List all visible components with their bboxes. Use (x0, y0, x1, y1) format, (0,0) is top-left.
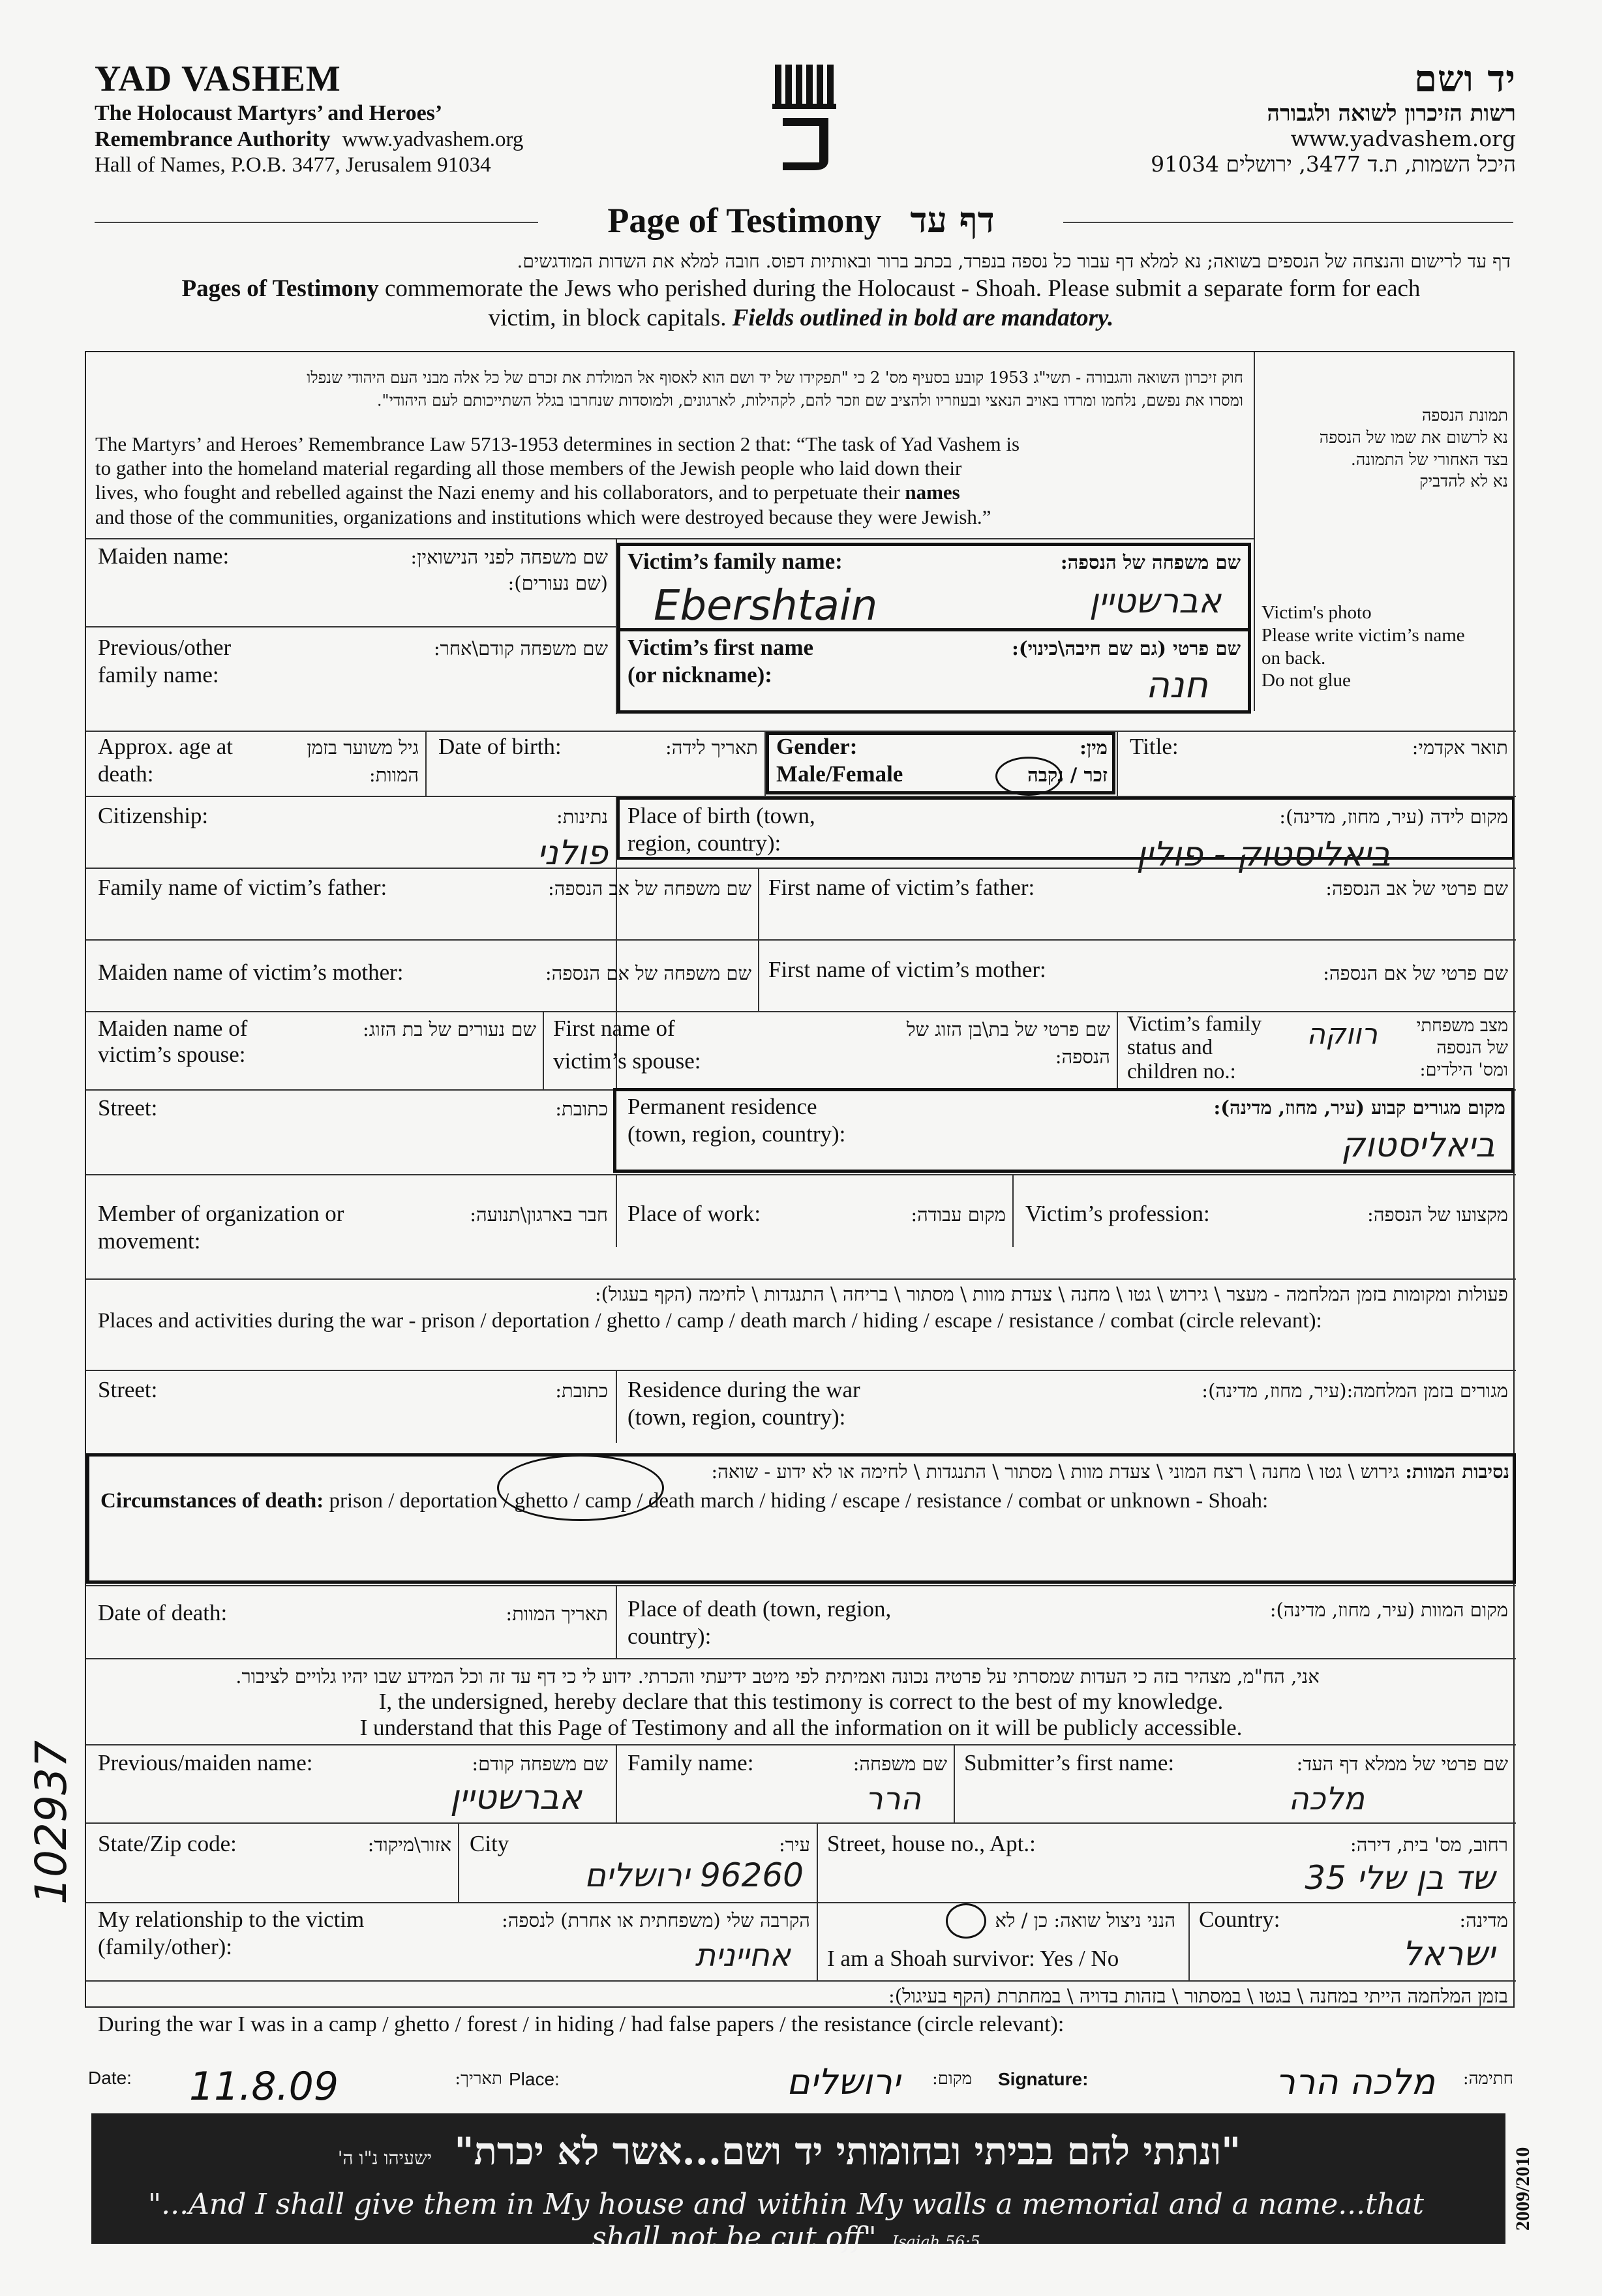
col-divider (616, 1174, 617, 1247)
citizenship-label-he: נתינות: (556, 806, 608, 828)
work-label: Place of work: (627, 1201, 761, 1226)
footer-quote-he-row (117, 2129, 1461, 2173)
survivor-selection-circle (946, 1903, 986, 1939)
country-label: Country: (1199, 1907, 1280, 1932)
website-he[interactable]: www.yadvashem.org (1290, 126, 1516, 152)
maiden-name-label: Maiden name: (98, 543, 230, 569)
perm-res-label-1: Permanent residence (627, 1094, 817, 1119)
org-line2: Remembrance Authority (95, 127, 331, 152)
mother-first-label-he: שם פרטי של אם הנספה: (1323, 962, 1508, 984)
col-divider (1188, 1902, 1190, 1980)
row-divider (86, 868, 1516, 869)
spouse-first-label-2: victim’s spouse: (553, 1048, 701, 1074)
perm-res-label-2: (town, region, country): (627, 1121, 846, 1147)
footer-quote-band (91, 2113, 1505, 2254)
circ-en-bold: Circumstances of death: (100, 1489, 324, 1513)
row-divider (86, 1174, 1516, 1175)
date-label-he: תאריך: (455, 2069, 502, 2089)
family-name-value[interactable]: Ebershtain (654, 582, 878, 630)
col-divider (1012, 1174, 1014, 1247)
law-text-en (95, 432, 1250, 529)
circ-en-text: prison / deportation / ghetto / camp / death march / hiding / escape / resistance / combat or unknown - Shoah: (324, 1489, 1269, 1513)
age-label-1: Approx. age at (98, 734, 234, 759)
war-res-label-he: מגורים בזמן המלחמה:(עיר, מחוז, מדינה): (1202, 1380, 1508, 1402)
row-divider (86, 1902, 1516, 1903)
family-name-value-he[interactable]: אברשטיין (1089, 582, 1221, 621)
war-res-label-2: (town, region, country): (627, 1404, 846, 1430)
father-family-label: Family name of victim’s father: (98, 875, 387, 900)
footer-source-he: ישעיהו נ"ו ה' (337, 2147, 432, 2169)
law-en-line-1: The Martyrs’ and Heroes’ Remembrance Law 5713-1953 determines in section 2 that: “The task of Yad Vashem is (95, 432, 1020, 455)
spouse-first-label-he-1: שם פרטי של בת\בן הזוג של (906, 1018, 1110, 1040)
footer-source-en: Isaiah 56:5 (892, 2233, 980, 2251)
spouse-maiden-label-1: Maiden name of (98, 1016, 248, 1041)
member-label-2: movement: (98, 1228, 201, 1254)
header-right (1046, 57, 1516, 177)
pob-label-1: Place of birth (town, (627, 803, 815, 828)
org-name-he: יד ושם (1413, 57, 1516, 100)
father-first-label-he: שם פרטי של אב הנספה: (1325, 877, 1508, 899)
place-value[interactable]: ירושלים (786, 2061, 900, 2102)
war-street-label: Street: (98, 1377, 158, 1402)
law-en-line-3-text: lives, who fought and rebelled against the Nazi enemy and his collaborators, and to perpetuate their (95, 481, 900, 504)
circ-he-bold: נסיבות המוות: (1405, 1460, 1509, 1483)
place-label-he: מקום: (932, 2069, 972, 2089)
col-divider (458, 1822, 459, 1902)
col-divider (616, 1585, 617, 1658)
first-name-label-he: שם פרטי (גם שם חיבה\כינוי): (1012, 637, 1241, 659)
father-family-label-he: שם משפחה של אב הנספה: (548, 877, 751, 899)
declaration-he: אני, הח"מ, מצהיר בזה כי העדות שמסרתי על פרטיה נכונה ואמיתית לפי מיטב ידיעתי והכרתי. ידוע לי כי דף עד זה וכל המידע שבו יהיו גלויים לציבור. (235, 1665, 1320, 1687)
photo-en-4: Do not glue (1262, 670, 1351, 691)
submitter-family-label: Family name: (627, 1750, 754, 1775)
submitter-prev-name-value[interactable]: אברשטיין (449, 1778, 582, 1817)
law-en-names: names (905, 481, 960, 504)
circumstances-he (94, 1460, 1509, 1483)
row-divider (86, 1980, 1516, 1982)
perm-res-value[interactable]: ביאליסטוק (1340, 1126, 1495, 1165)
submitter-street-label: Street, house no., Apt.: (827, 1831, 1036, 1856)
footer-quote-he: "ונתתי להם בביתי ובחומותי יד ושם...אשר לא יכרת" (454, 2129, 1241, 2173)
war-street-label-he: כתובת: (555, 1380, 608, 1402)
footer-quote-en: "...And I shall give them in My house and within My walls a memorial and a name...that shall not be cut off" (147, 2188, 1425, 2254)
margin-record-number: 102937 (26, 1740, 76, 1905)
father-first-label: First name of victim’s father: (768, 875, 1035, 900)
row-divider (86, 1822, 1516, 1824)
row-divider (86, 939, 1516, 941)
relation-label-1: My relationship to the victim (98, 1907, 365, 1932)
pob-value[interactable]: ביאליסטוק - פולין (1136, 835, 1391, 874)
prev-name-label-2: family name: (98, 662, 219, 687)
date-label: Date: (88, 2068, 132, 2088)
profession-label: Victim’s profession: (1025, 1201, 1210, 1226)
signature-label-he: חתימה: (1462, 2069, 1513, 2089)
circ-he-text: גירוש \ גטו \ מחנה \ רצח המוני \ צעדת מוות \ מסתור \ התנגדות \ לחימה או לא ידוע - שואה: (711, 1460, 1406, 1483)
row-divider (86, 1744, 1516, 1745)
page-title-he: דף עד (910, 199, 995, 241)
pob-label-2: region, country): (627, 830, 781, 856)
instructions-en (78, 274, 1524, 333)
org-name-en: YAD VASHEM (95, 59, 341, 99)
row-divider (86, 1585, 1516, 1586)
submitter-first-label: Submitter’s first name: (964, 1750, 1175, 1775)
row-divider (86, 1370, 1516, 1371)
col-divider (954, 1744, 955, 1822)
first-name-label-1: Victim’s first name (627, 635, 814, 660)
submitter-street-value[interactable]: שד בן שלי 35 (1305, 1859, 1495, 1897)
row-divider (86, 1658, 1516, 1659)
photo-he-3: בצד האחורי של התמונה. (1350, 449, 1508, 469)
submitter-family-value[interactable]: הרר (865, 1781, 921, 1817)
instructions-text-2: victim, in block capitals. (488, 305, 727, 332)
relation-value[interactable]: אחיינית (695, 1937, 791, 1974)
gender-label-2: Male/Female (776, 761, 903, 787)
instructions-lead: Pages of Testimony (181, 275, 379, 302)
during-war-he: בזמן המלחמה הייתי במחנה \ בגטו \ במסתור \ בזהות בדויה \ במחתרת (הקף בעיגול): (888, 1985, 1508, 2007)
address-en: Hall of Names, P.O.B. 3477, Jerusalem 91034 (95, 153, 491, 177)
country-value[interactable]: ישראל (1402, 1935, 1495, 1974)
pob-label-he: מקום לידה (עיר, מחוז, מדינה): (1279, 806, 1508, 828)
photo-divider (1254, 352, 1255, 711)
family-status-label (1127, 1012, 1262, 1083)
law-text-he (95, 367, 1243, 412)
family-status-he-3: ומס' הילדים: (1419, 1059, 1508, 1080)
instructions-he: דף עד לרישום והנצחה של הנספים בשואה; נא למלא דף עבור כל נספה בנפרד, בכתב ברור ובאותיות דפוס. חובה למלא את השדות המודגשים. (517, 250, 1511, 272)
relation-label-2: (family/other): (98, 1934, 233, 1959)
title-label-he: תואר אקדמי: (1412, 736, 1508, 759)
war-activities-he: פעולות ומקומות בזמן המלחמה - מעצר \ גירוש \ גטו \ מחנה \ צעדת מוות \ מסתור \ בריחה \ התנגדות \ לחימה (הקף בעגול): (594, 1283, 1508, 1305)
date-value[interactable]: 11.8.09 (189, 2064, 339, 2109)
age-label-he-2: המוות: (369, 764, 419, 786)
first-name-value[interactable]: חנה (1145, 664, 1208, 706)
org-line-he: רשות הזיכרון לשואה ולגבורה (1267, 100, 1516, 127)
photo-he-4: נא לא להדביק (1419, 472, 1508, 491)
dob-label-he: תאריך לידה: (665, 736, 758, 759)
row-divider (86, 626, 616, 627)
signature-label: Signature: (998, 2069, 1089, 2089)
mother-maiden-label: Maiden name of victim’s mother: (98, 959, 404, 985)
street-label: Street: (98, 1095, 158, 1121)
col-divider (817, 1902, 818, 1980)
circumstances-selection-circle (497, 1455, 664, 1521)
spouse-first-label-he-2: הנספה: (1055, 1046, 1110, 1068)
zip-label-he: אזור\מיקוד: (367, 1834, 451, 1856)
street-label-he: כתובת: (555, 1098, 608, 1120)
city-label: City (470, 1831, 509, 1856)
col-divider (616, 1744, 617, 1822)
zip-label: State/Zip code: (98, 1831, 237, 1856)
col-divider (425, 731, 427, 796)
relation-label-he: הקרבה שלי (משפחתית או אחרת) לנספה: (501, 1909, 810, 1931)
prev-name-label-he: שם משפחה קודם\אחר: (433, 637, 608, 659)
address-he: היכל השמות, ת.ד 3477, ירושלים 91034 (1151, 151, 1516, 177)
row-divider (86, 1011, 1516, 1012)
family-name-label: Victim’s family name: (627, 549, 843, 574)
prev-name-label-1: Previous/other (98, 635, 232, 660)
col-divider (817, 1822, 818, 1902)
photo-en-1: Victim's photo (1262, 602, 1372, 623)
survivor-label-en[interactable]: I am a Shoah survivor: Yes / No (827, 1946, 1119, 1971)
submitter-first-label-he: שם פרטי של ממלא דף העד: (1296, 1753, 1508, 1775)
age-label-2: death: (98, 761, 154, 787)
family-status-label-1: Victim’s family (1127, 1012, 1262, 1036)
website-link[interactable]: www.yadvashem.org (342, 128, 524, 152)
family-status-value[interactable]: רווקה (1307, 1018, 1378, 1051)
declaration-en-1: I, the undersigned, hereby declare that this testimony is correct to the best of my knowledge. (378, 1689, 1224, 1714)
photo-en-3: on back. (1262, 647, 1326, 669)
title-label: Title: (1130, 734, 1179, 759)
spouse-first-label-1: First name of (553, 1016, 675, 1041)
dod-label: Date of death: (98, 1600, 228, 1625)
spouse-maiden-label-2: victim’s spouse: (98, 1042, 246, 1067)
form-year: 2009/2010 (1512, 2147, 1534, 2231)
mother-maiden-label-he: שם משפחה של אם הנספה: (545, 962, 751, 984)
city-label-he: עיר: (778, 1834, 810, 1856)
first-name-label-2: (or nickname): (627, 662, 772, 687)
row-divider (86, 1278, 1516, 1280)
survivor-label-he[interactable]: הנני ניצול שואה: כן / לא (995, 1909, 1175, 1931)
law-en-line-4: and those of the communities, organizations and institutions which were destroyed because they were Jewish.” (95, 505, 991, 528)
page-title-row (0, 199, 1602, 241)
war-activities-en: Places and activities during the war - prison / deportation / ghetto / camp / death march / hiding / escape / resistance / combat (circle relevant): (98, 1309, 1322, 1333)
member-label-he: חבר בארגון\תנועה: (470, 1203, 608, 1226)
country-label-he: מדינה: (1459, 1909, 1508, 1931)
circumstances-en (100, 1488, 1268, 1515)
photo-he-2: נא לרשום את שמו של הנספה (1319, 427, 1508, 447)
maiden-name-label-he2: (שם נעורים): (507, 572, 608, 594)
gender-label-he-2[interactable]: זכר / נקבה (1027, 764, 1108, 786)
instructions-text-1: commemorate the Jews who perished during the Holocaust - Shoah. Please submit a separate form for each (378, 275, 1421, 302)
family-status-he-1: מצב משפחתי (1416, 1016, 1508, 1036)
mother-first-label: First name of victim’s mother: (768, 957, 1046, 982)
instructions-mandatory: Fields outlined in bold are mandatory. (726, 305, 1114, 332)
col-divider (1117, 731, 1118, 796)
submitter-prev-name-label: Previous/maiden name: (98, 1750, 313, 1775)
family-status-label-he (1384, 1015, 1508, 1081)
member-label-1: Member of organization or (98, 1201, 344, 1226)
photo-instructions-en (1262, 601, 1465, 692)
during-war-en: During the war I was in a camp / ghetto / forest / in hiding / had false papers / the resistance (circle relevant): (98, 2012, 1065, 2036)
maiden-name-label-he: שם משפחה לפני הנישואין: (410, 546, 608, 568)
declaration-en-2: I understand that this Page of Testimony and all the information on it will be publicly accessible. (359, 1715, 1243, 1740)
place-label: Place: (509, 2069, 560, 2089)
col-divider (543, 1011, 544, 1089)
row-divider (86, 538, 1254, 539)
photo-he-1: תמונת הנספה (1422, 406, 1508, 425)
law-he-line-1: חוק זיכרון השואה והגבורה - תשי"ג 1953 קובע בסעיף מס' 2 כי "תפקידו של יד ושם הוא לאסוף אל המולדת את זכרם של כל אלה מבני העם היהודי שנפלו (307, 369, 1243, 387)
submitter-family-label-he: שם משפחה: (853, 1753, 947, 1775)
family-status-label-2: status and (1127, 1036, 1213, 1060)
citizenship-value[interactable]: פולני (537, 834, 608, 873)
age-label-he-1: גיל משוער בזמן (307, 736, 419, 759)
profession-label-he: מקצועו של הנספה: (1367, 1203, 1508, 1226)
header-left (95, 57, 523, 178)
testimony-form (85, 351, 1515, 2036)
law-en-line-3 (95, 480, 1250, 504)
pod-label-he: מקום המוות (עיר, מחוז, מדינה): (1269, 1599, 1508, 1621)
org-line1: The Holocaust Martyrs’ and Heroes’ (95, 101, 443, 126)
law-en-line-2: to gather into the homeland material regarding all those members of the Jewish people who laid down their (95, 457, 962, 480)
pod-label-1: Place of death (town, region, (627, 1596, 892, 1622)
family-name-label-he: שם משפחה של הנספה: (1060, 551, 1241, 573)
col-divider (616, 1370, 617, 1443)
law-he-line-2: ומסרו את נפשם, נלחמו ומרדו באויב הנאצי ובעוזריו ולהציב שם וזכר להם, לקהילות, לארגונים, ולמוסדות שנחרבו בגלל השתייכותם לעם היהודי". (376, 391, 1243, 410)
gender-selection-circle (995, 757, 1062, 796)
footer-quote-en-row (117, 2188, 1455, 2254)
perm-res-label-he: מקום מגורים קבוע (עיר, מחוז, מדינה): (1213, 1096, 1505, 1119)
signature-value[interactable]: מלכה הרר (1275, 2061, 1435, 2102)
org-line2-row (95, 127, 523, 153)
photo-en-2: Please write victim’s name (1262, 624, 1465, 646)
submitter-prev-name-label-he: שם משפחה קודם: (472, 1753, 608, 1775)
col-divider (1117, 1011, 1118, 1089)
submitter-first-value[interactable]: מלכה (1288, 1781, 1365, 1817)
dob-label: Date of birth: (438, 734, 562, 759)
submitter-street-label-he: רחוב, מס' בית, דירה: (1350, 1834, 1508, 1856)
work-label-he: מקום עבודה: (911, 1203, 1006, 1226)
pod-label-2: country): (627, 1624, 712, 1649)
photo-instructions-he (1260, 404, 1508, 492)
yad-vashem-logo (768, 62, 847, 173)
war-res-label-1: Residence during the war (627, 1377, 860, 1402)
gender-label-he-1: מין: (1080, 736, 1108, 759)
citizenship-label: Citizenship: (98, 803, 209, 828)
spouse-maiden-label-he: שם נעורים של בת הזוג: (363, 1018, 536, 1040)
page-title: Page of Testimony (607, 201, 882, 240)
family-status-label-3: children no.: (1127, 1059, 1236, 1083)
gender-label-1: Gender: (776, 734, 858, 759)
dod-label-he: תאריך המוות: (506, 1603, 608, 1625)
city-value[interactable]: 96260 ירושלים (584, 1856, 804, 1894)
family-status-he-2: של הנספה (1436, 1037, 1508, 1058)
